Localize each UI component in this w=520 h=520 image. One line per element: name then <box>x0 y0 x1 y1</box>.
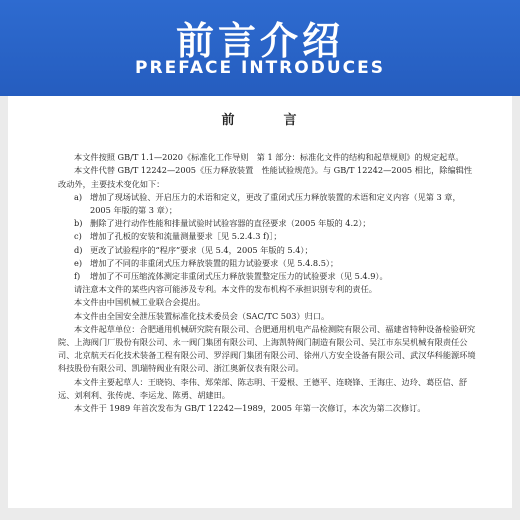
change-marker: a) <box>74 191 83 202</box>
document-body <box>58 96 478 415</box>
change-text: 增加了现场试验、开启压力的术语和定义，更改了重闭式压力释放装置的术语和定义内容（见第 3 章，2005 年版的第 3 章）； <box>90 191 461 216</box>
paragraph-committee: 本文件由全国安全泄压装置标准化技术委员会（SAC/TC 503）归口。 <box>74 310 330 321</box>
change-item <box>74 217 478 230</box>
change-text: 增加了不同的非重闭式压力释放装置的阻力试验要求（见 5.4.8.5）； <box>90 257 339 268</box>
header-banner <box>0 0 520 96</box>
change-item <box>74 257 478 270</box>
paragraph-drafting-rule: 本文件按照 GB/T 1.1—2020《标准化工作导则 第 1 部分：标准化文件的结构和起草规则》的规定起草。 <box>74 152 464 163</box>
change-item <box>74 270 478 283</box>
paragraph-drafters: 本文件主要起草人：王晓钧、李伟、郑荣部、陈志明、干爱根、王德平、连晓锋、王海庄、边玲、葛臣信、舒远、刘利利、张传虎、李运龙、陈勇、胡建田。 <box>58 376 468 400</box>
paragraph-patent-notice: 请注意本文件的某些内容可能涉及专利。本文件的发布机构不承担识别专利的责任。 <box>74 284 377 295</box>
paragraph-replacement: 本文件代替 GB/T 12242—2005《压力释放装置 性能试验规范》。与 GB/T 12242—2005 相比，除编辑性改动外，主要技术变化如下： <box>58 165 473 189</box>
change-text: 删除了进行动作性能和排量试验时试验容器的直径要求（2005 年版的 4.2）； <box>90 218 371 229</box>
change-marker: e) <box>74 257 83 268</box>
change-marker: f) <box>74 271 81 282</box>
change-marker: c) <box>74 231 82 242</box>
change-text: 增加了孔板的安装和流量测量要求［见 5.2.4.3 f)］； <box>90 231 282 242</box>
paragraph-proposer: 本文件由中国机械工业联合会提出。 <box>74 297 206 308</box>
document-page <box>8 96 512 508</box>
paragraph-history: 本文件于 1989 年首次发布为 GB/T 12242—1989，2005 年第一次修订，本次为第二次修订。 <box>74 403 426 414</box>
change-item <box>74 191 478 217</box>
change-text: 更改了试验程序的“程序”要求（见 5.4，2005 年版的 5.4）； <box>90 244 313 255</box>
paragraph-drafting-units: 本文件起草单位：合肥通用机械研究院有限公司、合肥通用机电产品检测院有限公司、福建省特种设备检验研究院、上海阀门厂股份有限公司、永一阀门集团有限公司、上海凯特阀门制造有限公司、吴江市东吴机械有限责任公司、北京航天石化技术装备工程有限公司、罗浮阀门集团有限公司、徐州八方安全设备有限公司、武汉华科能源环境科技股份有限公司、凯瑞特阀业有限公司、浙江奥新仪表有限公司。 <box>58 323 476 374</box>
change-item <box>74 230 478 243</box>
banner-subtitle: PREFACE INTRODUCES <box>135 58 385 78</box>
change-item <box>74 244 478 257</box>
change-text: 增加了不可压缩流体测定非重闭式压力释放装置整定压力的试验要求（见 5.4.9）。 <box>90 271 388 282</box>
document-title: 前 言 <box>221 113 315 128</box>
banner-title: 前言介绍 <box>175 19 344 63</box>
change-marker: b) <box>74 218 83 229</box>
change-marker: d) <box>74 244 83 255</box>
